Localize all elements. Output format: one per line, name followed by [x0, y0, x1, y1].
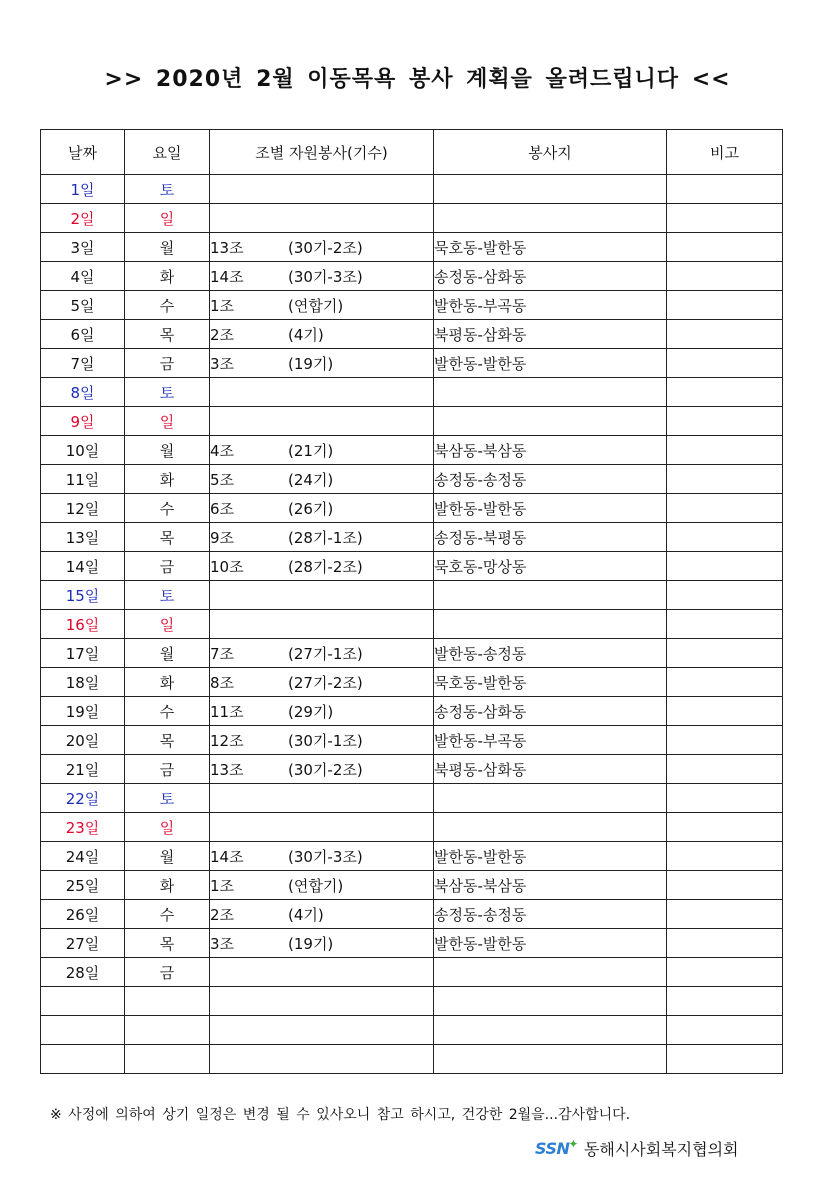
cell-site: 발한동-발한동 [434, 494, 667, 523]
cell-note [667, 436, 783, 465]
cell-day: 수 [125, 900, 210, 929]
cell-day: 수 [125, 291, 210, 320]
cell-group [210, 726, 434, 755]
cell-group [210, 958, 434, 987]
table-row [41, 755, 783, 784]
team-number: 9조 [210, 528, 235, 547]
cell-group [210, 784, 434, 813]
cell-group [210, 581, 434, 610]
cell-day: 목 [125, 726, 210, 755]
team-number: 1조 [210, 296, 235, 315]
cell-site: 북평동-삼화동 [434, 320, 667, 349]
cell-group [210, 320, 434, 349]
cell-note [667, 871, 783, 900]
cell-date: 20일 [41, 726, 125, 755]
cohort: (19기) [288, 934, 334, 953]
table-row [41, 784, 783, 813]
cell-date: 17일 [41, 639, 125, 668]
team-number: 6조 [210, 499, 235, 518]
cell-date: 23일 [41, 813, 125, 842]
cell-day: 토 [125, 175, 210, 204]
cell-site [434, 610, 667, 639]
table-row [41, 523, 783, 552]
header-site: 봉사지 [434, 130, 667, 175]
cell-date: 24일 [41, 842, 125, 871]
table-row [41, 639, 783, 668]
page-title: >> 2020년 2월 이동목욕 봉사 계획을 올려드립니다 << [104, 67, 731, 92]
blank-cell [125, 1016, 210, 1045]
header-group: 조별 자원봉사(기수) [210, 130, 434, 175]
blank-cell [434, 1016, 667, 1045]
blank-cell [667, 987, 783, 1016]
cell-date: 11일 [41, 465, 125, 494]
cell-day: 일 [125, 610, 210, 639]
cell-date: 3일 [41, 233, 125, 262]
cell-date: 28일 [41, 958, 125, 987]
team-number: 1조 [210, 876, 235, 895]
cell-date: 21일 [41, 755, 125, 784]
cell-site [434, 204, 667, 233]
cell-day: 월 [125, 233, 210, 262]
footer-note: ※ 사정에 의하여 상기 일정은 변경 될 수 있사오니 참고 하시고, 건강한 2월을...감사합니다. [50, 1107, 631, 1123]
cell-note [667, 262, 783, 291]
cell-site: 북삼동-북삼동 [434, 436, 667, 465]
cell-site [434, 581, 667, 610]
cell-group [210, 697, 434, 726]
blank-cell [667, 1016, 783, 1045]
cell-note [667, 233, 783, 262]
table-row [41, 349, 783, 378]
cell-note [667, 291, 783, 320]
table-row [41, 494, 783, 523]
cohort: (연합기) [288, 876, 344, 895]
table-row [41, 813, 783, 842]
cell-date: 19일 [41, 697, 125, 726]
table-row [41, 262, 783, 291]
logo-text: SSN [535, 1139, 570, 1158]
cell-note [667, 697, 783, 726]
blank-row [41, 1016, 783, 1045]
blank-cell [210, 987, 434, 1016]
cell-site: 송정동-삼화동 [434, 697, 667, 726]
team-number: 3조 [210, 354, 235, 373]
cell-group [210, 929, 434, 958]
cohort: (30기-3조) [288, 267, 363, 286]
blank-cell [41, 1045, 125, 1074]
cell-note [667, 668, 783, 697]
cell-group [210, 610, 434, 639]
cell-date: 6일 [41, 320, 125, 349]
table-row [41, 958, 783, 987]
organization-name: 동해시사회복지협의회 [583, 1140, 739, 1159]
cell-group [210, 436, 434, 465]
cell-group [210, 233, 434, 262]
cell-site [434, 407, 667, 436]
header-date: 날짜 [41, 130, 125, 175]
cell-site: 북평동-삼화동 [434, 755, 667, 784]
cohort: (28기-2조) [288, 557, 363, 576]
cell-site: 발한동-부곡동 [434, 726, 667, 755]
header-day: 요일 [125, 130, 210, 175]
cell-site: 북삼동-북삼동 [434, 871, 667, 900]
cell-group [210, 378, 434, 407]
cell-date: 5일 [41, 291, 125, 320]
table-row [41, 900, 783, 929]
cell-note [667, 465, 783, 494]
cell-group [210, 668, 434, 697]
cohort: (21기) [288, 441, 334, 460]
cell-group [210, 175, 434, 204]
cell-note [667, 900, 783, 929]
cell-date: 8일 [41, 378, 125, 407]
cell-day: 화 [125, 465, 210, 494]
cell-site: 묵호동-발한동 [434, 668, 667, 697]
cell-note [667, 784, 783, 813]
cell-date: 15일 [41, 581, 125, 610]
table-header-row [41, 130, 783, 175]
cohort: (29기) [288, 702, 334, 721]
cell-date: 12일 [41, 494, 125, 523]
cell-note [667, 320, 783, 349]
cell-group [210, 842, 434, 871]
table-row [41, 175, 783, 204]
cell-site: 발한동-송정동 [434, 639, 667, 668]
cell-date: 2일 [41, 204, 125, 233]
cell-note [667, 204, 783, 233]
blank-cell [125, 1045, 210, 1074]
cell-day: 금 [125, 755, 210, 784]
cell-note [667, 175, 783, 204]
cell-date: 25일 [41, 871, 125, 900]
table-row [41, 726, 783, 755]
table-row [41, 842, 783, 871]
cell-day: 수 [125, 697, 210, 726]
ssn-logo-icon [535, 1139, 578, 1158]
blank-cell [210, 1045, 434, 1074]
cohort: (28기-1조) [288, 528, 363, 547]
cohort: (30기-1조) [288, 731, 363, 750]
cell-date: 27일 [41, 929, 125, 958]
cell-site: 송정동-삼화동 [434, 262, 667, 291]
cell-day: 화 [125, 668, 210, 697]
cohort: (4기) [288, 325, 324, 344]
cell-site: 묵호동-발한동 [434, 233, 667, 262]
cell-note [667, 639, 783, 668]
team-number: 14조 [210, 847, 244, 866]
blank-cell [667, 1045, 783, 1074]
cohort: (4기) [288, 905, 324, 924]
team-number: 11조 [210, 702, 244, 721]
cell-note [667, 349, 783, 378]
team-number: 3조 [210, 934, 235, 953]
cell-note [667, 494, 783, 523]
cell-site: 송정동-송정동 [434, 900, 667, 929]
cell-date: 7일 [41, 349, 125, 378]
team-number: 12조 [210, 731, 244, 750]
table-row [41, 610, 783, 639]
team-number: 2조 [210, 325, 235, 344]
cell-day: 목 [125, 320, 210, 349]
cell-site [434, 813, 667, 842]
cell-note [667, 552, 783, 581]
blank-cell [125, 987, 210, 1016]
cell-group [210, 755, 434, 784]
cell-date: 16일 [41, 610, 125, 639]
cell-group [210, 639, 434, 668]
cell-day: 금 [125, 552, 210, 581]
team-number: 2조 [210, 905, 235, 924]
cell-day: 목 [125, 523, 210, 552]
cell-site: 발한동-발한동 [434, 349, 667, 378]
cell-date: 13일 [41, 523, 125, 552]
cell-site [434, 958, 667, 987]
cell-group [210, 900, 434, 929]
cell-note [667, 610, 783, 639]
table-row [41, 552, 783, 581]
cell-day: 토 [125, 581, 210, 610]
cell-day: 일 [125, 204, 210, 233]
cell-note [667, 523, 783, 552]
cell-group [210, 494, 434, 523]
cell-day: 토 [125, 378, 210, 407]
cohort: (27기-2조) [288, 673, 363, 692]
table-row [41, 871, 783, 900]
cell-note [667, 407, 783, 436]
cohort: (19기) [288, 354, 334, 373]
table-row [41, 929, 783, 958]
cell-date: 1일 [41, 175, 125, 204]
cell-group [210, 407, 434, 436]
cohort: (30기-3조) [288, 847, 363, 866]
cell-note [667, 929, 783, 958]
organization-signature [535, 1137, 739, 1160]
cell-date: 9일 [41, 407, 125, 436]
cell-group [210, 349, 434, 378]
team-number: 13조 [210, 760, 244, 779]
cell-group [210, 262, 434, 291]
cell-date: 26일 [41, 900, 125, 929]
cell-note [667, 378, 783, 407]
blank-cell [41, 987, 125, 1016]
team-number: 14조 [210, 267, 244, 286]
cell-date: 22일 [41, 784, 125, 813]
cell-day: 월 [125, 842, 210, 871]
schedule-table [40, 129, 783, 1074]
cell-day: 화 [125, 871, 210, 900]
cell-site: 송정동-송정동 [434, 465, 667, 494]
cell-day: 금 [125, 349, 210, 378]
cell-note [667, 813, 783, 842]
cell-group [210, 871, 434, 900]
cell-site [434, 175, 667, 204]
cell-site: 발한동-부곡동 [434, 291, 667, 320]
cell-group [210, 204, 434, 233]
cell-day: 일 [125, 813, 210, 842]
table-row [41, 320, 783, 349]
blank-row [41, 1045, 783, 1074]
cohort: (27기-1조) [288, 644, 363, 663]
cell-group [210, 465, 434, 494]
cell-day: 월 [125, 639, 210, 668]
table-row [41, 291, 783, 320]
cell-day: 목 [125, 929, 210, 958]
cell-group [210, 813, 434, 842]
cohort: (30기-2조) [288, 238, 363, 257]
cell-group [210, 291, 434, 320]
table-row [41, 436, 783, 465]
blank-cell [434, 987, 667, 1016]
cohort: (26기) [288, 499, 334, 518]
table-row [41, 407, 783, 436]
blank-cell [210, 1016, 434, 1045]
cell-day: 일 [125, 407, 210, 436]
cell-day: 금 [125, 958, 210, 987]
team-number: 10조 [210, 557, 244, 576]
leaf-icon: ✦ [568, 1137, 578, 1151]
blank-cell [41, 1016, 125, 1045]
cell-date: 10일 [41, 436, 125, 465]
table-row [41, 581, 783, 610]
cell-note [667, 726, 783, 755]
blank-cell [434, 1045, 667, 1074]
cell-day: 화 [125, 262, 210, 291]
cell-day: 토 [125, 784, 210, 813]
cell-note [667, 958, 783, 987]
cell-group [210, 552, 434, 581]
table-row [41, 233, 783, 262]
team-number: 13조 [210, 238, 244, 257]
cell-site [434, 784, 667, 813]
schedule-body [41, 175, 783, 1074]
cohort: (24기) [288, 470, 334, 489]
cell-site: 발한동-발한동 [434, 842, 667, 871]
table-row [41, 465, 783, 494]
cell-note [667, 581, 783, 610]
cell-day: 월 [125, 436, 210, 465]
cell-day: 수 [125, 494, 210, 523]
table-row [41, 204, 783, 233]
table-row [41, 378, 783, 407]
table-row [41, 668, 783, 697]
cell-site: 발한동-발한동 [434, 929, 667, 958]
cell-site: 송정동-북평동 [434, 523, 667, 552]
table-row [41, 697, 783, 726]
cell-group [210, 523, 434, 552]
cell-note [667, 842, 783, 871]
cohort: (30기-2조) [288, 760, 363, 779]
cell-site [434, 378, 667, 407]
cell-date: 14일 [41, 552, 125, 581]
cohort: (연합기) [288, 296, 344, 315]
cell-note [667, 755, 783, 784]
cell-date: 4일 [41, 262, 125, 291]
team-number: 4조 [210, 441, 235, 460]
cell-site: 묵호동-망상동 [434, 552, 667, 581]
team-number: 8조 [210, 673, 235, 692]
blank-row [41, 987, 783, 1016]
cell-date: 18일 [41, 668, 125, 697]
team-number: 5조 [210, 470, 235, 489]
team-number: 7조 [210, 644, 235, 663]
header-note: 비고 [667, 130, 783, 175]
